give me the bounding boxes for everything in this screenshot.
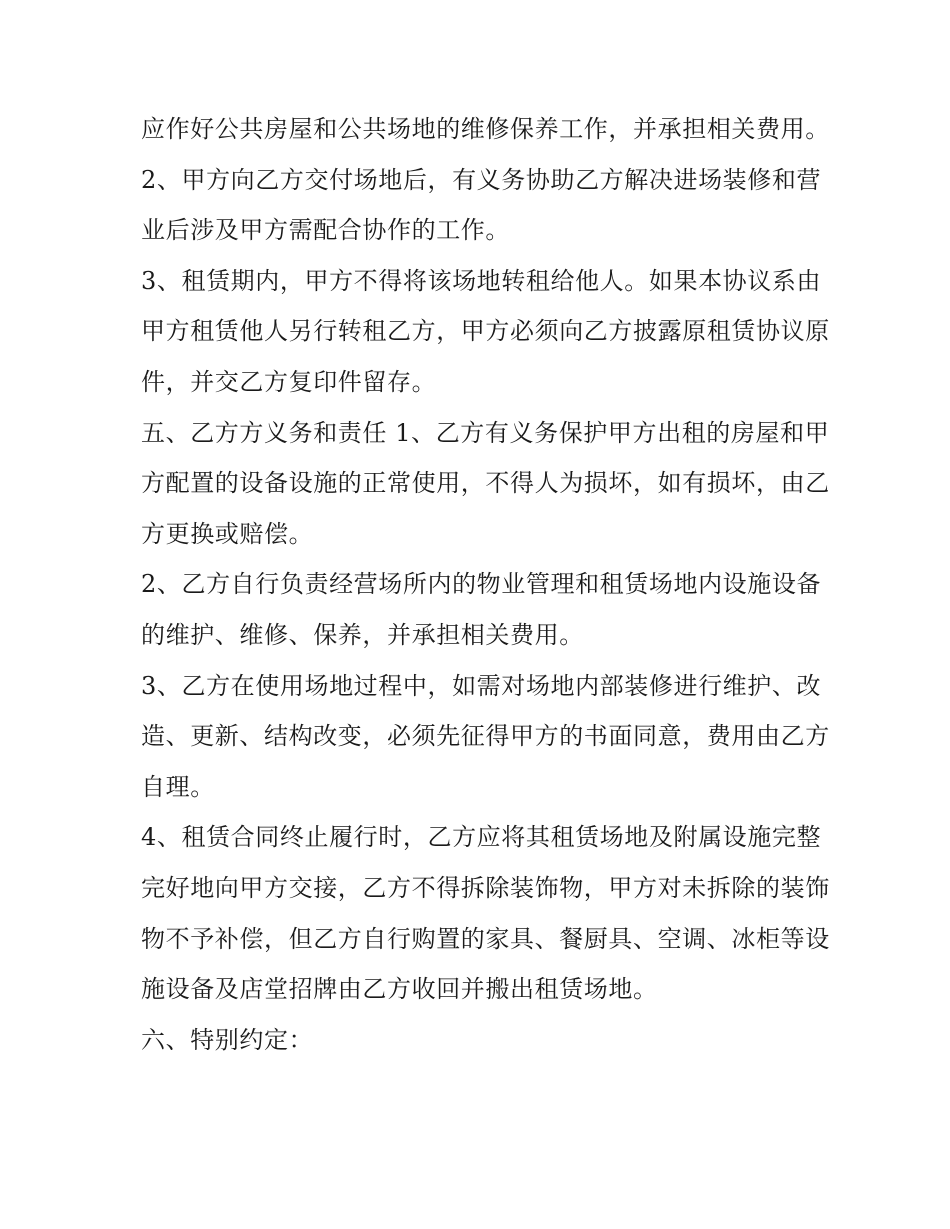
paragraph-section-six: 六、特别约定： [141, 1025, 314, 1054]
paragraph-renovation-approval: 3、乙方在使用场地过程中，如需对场地内部装修进行维护、改造、更新、结构改变，必须先征得甲方的书面同意，费用由乙方自理。 [141, 671, 830, 801]
paragraph-maintenance-costs: 应作好公共房屋和公共场地的维修保养工作，并承担相关费用。 [141, 115, 830, 143]
document-body [141, 104, 831, 1065]
paragraph-termination-handover: 4、租赁合同终止履行时，乙方应将其租赁场地及附属设施完整完好地向甲方交接，乙方不得拆除装饰物，甲方对未拆除的装饰物不予补偿，但乙方自行购置的家具、餐厨具、空调、冰柜等设施设备及店堂招牌由乙方收回并搬出租赁场地。 [141, 823, 830, 1004]
paragraph-property-management: 2、乙方自行负责经营场所内的物业管理和租赁场地内设施设备的维护、维修、保养，并承担相关费用。 [141, 570, 822, 649]
paragraph-party-a-assist: 2、甲方向乙方交付场地后，有义务协助乙方解决进场装修和营业后涉及甲方需配合协作的工作。 [141, 165, 822, 245]
paragraph-no-sublease: 3、租赁期内，甲方不得将该场地转租给他人。如果本协议系由甲方租赁他人另行转租乙方，甲方必须向乙方披露原租赁协议原件，并交乙方复印件留存。 [141, 266, 830, 396]
paragraph-section-five: 五、乙方方义务和责任 1、乙方有义务保护甲方出租的房屋和甲方配置的设备设施的正常使用，不得人为损坏，如有损坏，由乙方更换或赔偿。 [141, 418, 830, 548]
